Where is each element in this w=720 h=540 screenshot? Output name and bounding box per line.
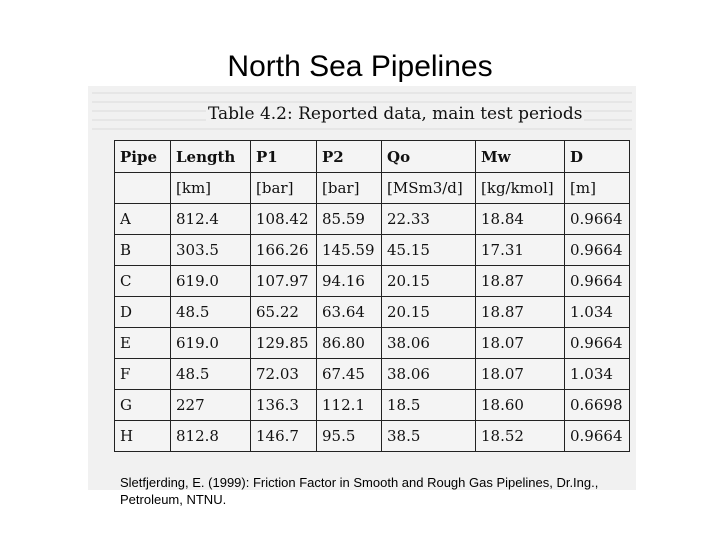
table-cell: 303.5 xyxy=(171,235,251,266)
pipe-id-cell: B xyxy=(115,235,171,266)
table-body xyxy=(115,204,630,452)
pipe-id-cell: C xyxy=(115,266,171,297)
pipe-id-cell: H xyxy=(115,421,171,452)
table-cell: 146.7 xyxy=(251,421,317,452)
table-cell: 166.26 xyxy=(251,235,317,266)
table-cell: 18.52 xyxy=(476,421,565,452)
slide-title: North Sea Pipelines xyxy=(227,50,493,83)
table-units-row xyxy=(115,173,630,204)
table-cell: 145.59 xyxy=(317,235,382,266)
unit-cell: [m] xyxy=(565,173,630,204)
table-cell: 86.80 xyxy=(317,328,382,359)
table-cell: 22.33 xyxy=(382,204,476,235)
table-row xyxy=(115,297,630,328)
table-cell: 65.22 xyxy=(251,297,317,328)
unit-cell xyxy=(115,173,171,204)
table-cell: 619.0 xyxy=(171,266,251,297)
table-cell: 18.07 xyxy=(476,359,565,390)
unit-cell: [bar] xyxy=(251,173,317,204)
column-header: Mw xyxy=(476,141,565,173)
table-cell: 48.5 xyxy=(171,359,251,390)
pipeline-data-table xyxy=(114,140,630,452)
table-cell: 18.07 xyxy=(476,328,565,359)
table-row xyxy=(115,421,630,452)
table-cell: 48.5 xyxy=(171,297,251,328)
table-cell: 112.1 xyxy=(317,390,382,421)
table-cell: 1.034 xyxy=(565,297,630,328)
table-cell: 18.60 xyxy=(476,390,565,421)
table-cell: 18.84 xyxy=(476,204,565,235)
table-cell: 38.06 xyxy=(382,359,476,390)
table-cell: 0.9664 xyxy=(565,204,630,235)
unit-cell: [kg/kmol] xyxy=(476,173,565,204)
table-cell: 45.15 xyxy=(382,235,476,266)
citation-footer: Sletfjerding, E. (1999): Friction Factor in Smooth and Rough Gas Pipelines, Dr.Ing., Petroleum, NTNU. xyxy=(120,475,599,507)
table-cell: 18.5 xyxy=(382,390,476,421)
table-row xyxy=(115,328,630,359)
column-header: Pipe xyxy=(115,141,171,173)
pipe-id-cell: G xyxy=(115,390,171,421)
table-cell: 38.06 xyxy=(382,328,476,359)
table-cell: 0.6698 xyxy=(565,390,630,421)
unit-cell: [bar] xyxy=(317,173,382,204)
column-header: P1 xyxy=(251,141,317,173)
table-cell: 812.8 xyxy=(171,421,251,452)
unit-cell: [MSm3/d] xyxy=(382,173,476,204)
table-cell: 1.034 xyxy=(565,359,630,390)
table-cell: 67.45 xyxy=(317,359,382,390)
table-cell: 0.9664 xyxy=(565,328,630,359)
table-header-row xyxy=(115,141,630,173)
column-header: Qo xyxy=(382,141,476,173)
table-cell: 20.15 xyxy=(382,297,476,328)
table-cell: 18.87 xyxy=(476,266,565,297)
table-row xyxy=(115,235,630,266)
table-cell: 136.3 xyxy=(251,390,317,421)
pipe-id-cell: D xyxy=(115,297,171,328)
table-cell: 0.9664 xyxy=(565,421,630,452)
table-cell: 107.97 xyxy=(251,266,317,297)
table-cell: 72.03 xyxy=(251,359,317,390)
column-header: Length xyxy=(171,141,251,173)
table-cell: 0.9664 xyxy=(565,266,630,297)
table-cell: 94.16 xyxy=(317,266,382,297)
table-cell: 0.9664 xyxy=(565,235,630,266)
table-cell: 20.15 xyxy=(382,266,476,297)
pipe-id-cell: F xyxy=(115,359,171,390)
unit-cell: [km] xyxy=(171,173,251,204)
pipe-id-cell: E xyxy=(115,328,171,359)
table-caption: Table 4.2: Reported data, main test periods xyxy=(208,104,583,124)
table-row xyxy=(115,204,630,235)
table-cell: 129.85 xyxy=(251,328,317,359)
table-row xyxy=(115,359,630,390)
column-header: D xyxy=(565,141,630,173)
table-cell: 63.64 xyxy=(317,297,382,328)
column-header: P2 xyxy=(317,141,382,173)
table-cell: 95.5 xyxy=(317,421,382,452)
table-cell: 108.42 xyxy=(251,204,317,235)
table-cell: 38.5 xyxy=(382,421,476,452)
pipe-id-cell: A xyxy=(115,204,171,235)
table-cell: 227 xyxy=(171,390,251,421)
table-cell: 619.0 xyxy=(171,328,251,359)
table-cell: 812.4 xyxy=(171,204,251,235)
table-row xyxy=(115,390,630,421)
table-row xyxy=(115,266,630,297)
table-cell: 17.31 xyxy=(476,235,565,266)
table-cell: 18.87 xyxy=(476,297,565,328)
table-cell: 85.59 xyxy=(317,204,382,235)
